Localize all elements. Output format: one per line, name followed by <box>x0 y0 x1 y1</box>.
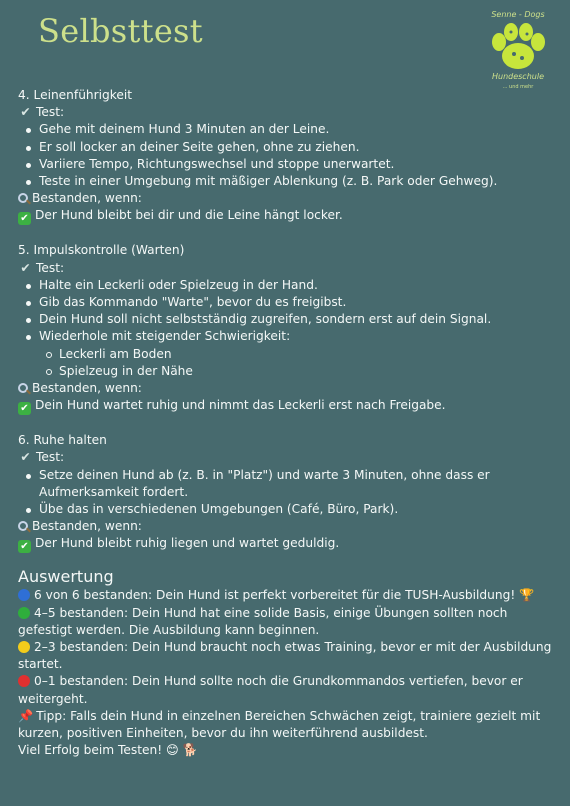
list-item-text: Wiederhole mit steigender Schwierigkeit: <box>39 329 291 344</box>
pushpin-icon: 📌 <box>18 708 34 723</box>
checkmark-icon: ✔ <box>20 260 31 275</box>
green-check-box-icon: ✔ <box>18 540 31 553</box>
section-5-heading: 5. Impulskontrolle (Warten) <box>18 243 185 258</box>
smile-dog-icon: 😊 🐕 <box>166 743 198 758</box>
evaluation-line-red <box>18 673 563 707</box>
list-item: Dein Hund soll nicht selbstständig zugreifen, sondern erst auf dein Signal. <box>39 311 563 328</box>
section-5-pass-text: Dein Hund wartet ruhig und nimmt das Leckerli erst nach Freigabe. <box>35 398 446 413</box>
section-4-test-line <box>18 104 563 121</box>
section-4-pass-line <box>18 190 563 207</box>
trophy-icon: 🏆 <box>519 588 535 603</box>
checkmark-icon: ✔ <box>20 105 31 120</box>
sub-list-item: Leckerli am Boden <box>59 346 563 363</box>
section-6-test-label: Test: <box>36 450 65 465</box>
logo-tagline: ... und mehr <box>502 84 534 90</box>
section-4-result-line <box>18 207 563 225</box>
list-item: Übe das in verschiedenen Umgebungen (Café, Büro, Park). <box>39 501 509 518</box>
evaluation-closing <box>18 742 563 759</box>
closing-text: Viel Erfolg beim Testen! <box>18 743 163 758</box>
evaluation-line-blue <box>18 587 563 604</box>
section-5-test-line <box>18 260 563 277</box>
magnifier-icon <box>18 521 28 531</box>
paw-icon <box>487 22 549 74</box>
section-4-pass-label: Bestanden, wenn: <box>32 191 142 206</box>
green-circle-icon <box>18 607 30 619</box>
list-item: Gehe mit deinem Hund 3 Minuten an der Leine. <box>39 121 563 138</box>
tip-text: Tipp: Falls dein Hund in einzelnen Bereichen Schwächen zeigt, trainiere gezielt mit kurzen, positiven Einheiten, bevor du ihn weiterführend ausbildest. <box>18 708 541 741</box>
green-check-box-icon: ✔ <box>18 212 31 225</box>
section-5-sublist <box>39 346 563 380</box>
magnifier-icon <box>18 383 28 393</box>
list-item: Setze deinen Hund ab (z. B. in "Platz") und warte 3 Minuten, ohne dass er Aufmerksamkeit fordert. <box>39 467 509 501</box>
magnifier-icon <box>18 193 28 203</box>
section-5-pass-line <box>18 380 563 397</box>
section-4-heading: 4. Leinenführigkeit <box>18 88 133 102</box>
section-6-result-line <box>18 535 563 553</box>
logo-top-text: Senne - Dogs <box>491 10 545 19</box>
evaluation-text: 6 von 6 bestanden: Dein Hund ist perfekt vorbereitet für die TUSH-Ausbildung! <box>34 588 516 603</box>
red-circle-icon <box>18 675 30 687</box>
list-item <box>39 328 563 380</box>
section-4-pass-text: Der Hund bleibt bei dir und die Leine hängt locker. <box>35 208 343 223</box>
evaluation-tip <box>18 708 563 742</box>
sub-list-item: Spielzeug in der Nähe <box>59 363 563 380</box>
evaluation-line-green <box>18 605 563 639</box>
blue-circle-icon <box>18 589 30 601</box>
section-6-test-line <box>18 449 563 466</box>
list-item: Halte ein Leckerli oder Spielzeug in der Hand. <box>39 277 563 294</box>
section-5-list <box>18 277 563 380</box>
document-body <box>18 87 563 760</box>
section-5-test-label: Test: <box>36 260 65 275</box>
evaluation-heading: Auswertung <box>18 567 114 587</box>
yellow-circle-icon <box>18 641 30 653</box>
section-5-result-line <box>18 397 563 415</box>
section-6-heading: 6. Ruhe halten <box>18 433 107 448</box>
list-item: Teste in einer Umgebung mit mäßiger Ablenkung (z. B. Park oder Gehweg). <box>39 173 563 190</box>
section-6-pass-line <box>18 518 563 535</box>
evaluation-text: 4–5 bestanden: Dein Hund hat eine solide Basis, einige Übungen sollten noch gefestigt werden. Die Ausbildung kann beginnen. <box>18 605 508 637</box>
logo-bottom-text: Hundeschule <box>491 72 544 81</box>
logo <box>472 10 564 98</box>
checkmark-icon: ✔ <box>20 450 31 465</box>
page-title: Selbsttest <box>38 12 203 50</box>
green-check-box-icon: ✔ <box>18 402 31 415</box>
section-6-pass-label: Bestanden, wenn: <box>32 519 142 534</box>
section-5-pass-label: Bestanden, wenn: <box>32 381 142 396</box>
evaluation-line-yellow <box>18 639 563 673</box>
section-6-list <box>18 467 509 519</box>
evaluation-text: 2–3 bestanden: Dein Hund braucht noch etwas Training, bevor er mit der Ausbildung startet. <box>18 640 552 672</box>
section-4-test-label: Test: <box>36 105 65 120</box>
list-item: Variiere Tempo, Richtungswechsel und stoppe unerwartet. <box>39 156 563 173</box>
evaluation-text: 0–1 bestanden: Dein Hund sollte noch die Grundkommandos vertiefen, bevor er weitergeht. <box>18 674 523 706</box>
section-4-list <box>18 121 563 190</box>
list-item: Gib das Kommando "Warte", bevor du es freigibst. <box>39 294 563 311</box>
list-item: Er soll locker an deiner Seite gehen, ohne zu ziehen. <box>39 139 563 156</box>
section-6-pass-text: Der Hund bleibt ruhig liegen und wartet geduldig. <box>35 536 340 551</box>
